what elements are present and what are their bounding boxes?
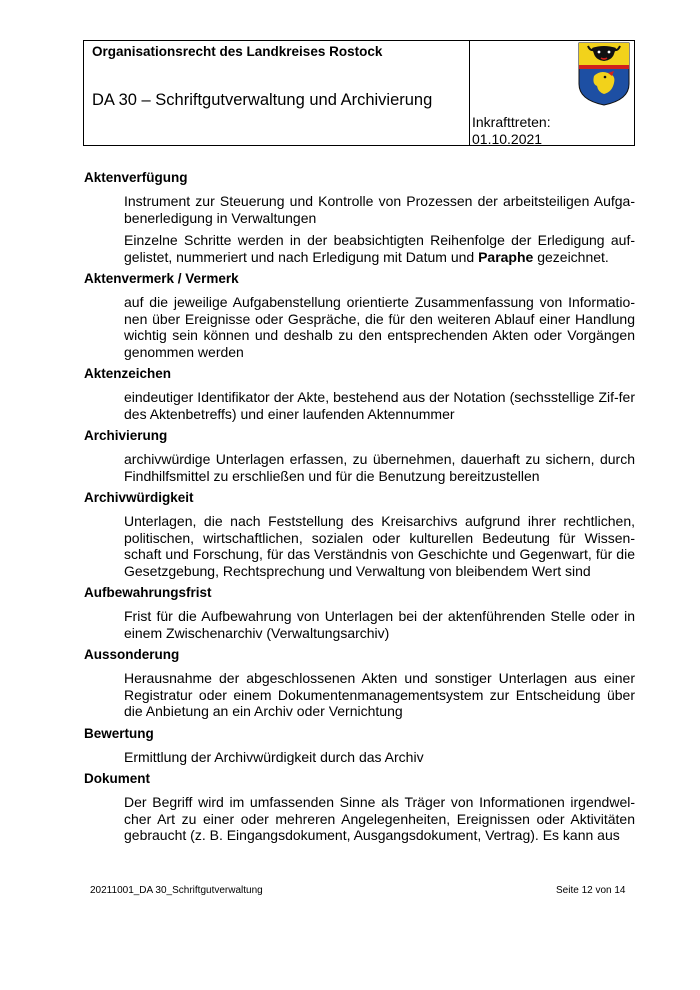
glossary-definition: Ermittlung der Archivwürdigkeit durch das Archiv bbox=[124, 748, 424, 765]
glossary-entry bbox=[84, 585, 635, 641]
glossary-entry bbox=[84, 428, 635, 484]
glossary-term: Aktenzeichen bbox=[84, 366, 172, 381]
glossary-term: Archivierung bbox=[84, 428, 168, 443]
glossary-entry bbox=[84, 771, 635, 844]
glossary-term: Archivwürdigkeit bbox=[84, 490, 194, 505]
glossary-definition: Herausnahme der abgeschlossenen Akten und sonstiger Unterlagen aus einer Registratur oder einem Dokumentenmanagementsystem zur Entscheidung über die Anbietung an ein Archiv oder Vernichtung bbox=[124, 670, 635, 719]
glossary-definition: Der Begriff wird im umfassenden Sinne als Träger von Informationen irgendwel-cher Art zu einer oder mehreren Angelegenheiten, Ereignissen oder Aktivitäten gebraucht (z. B. Eingangsdokument, Ausgangsdokument, Vertrag). Es kann aus bbox=[124, 794, 635, 843]
coat-of-arms-icon bbox=[578, 42, 630, 106]
glossary-entry bbox=[84, 366, 635, 422]
bold-term: Paraphe bbox=[478, 248, 534, 265]
glossary-definition: Frist für die Aufbewahrung von Unterlagen bei der aktenführenden Stelle oder in einem Zwischenarchiv (Verwaltungsarchiv) bbox=[124, 608, 635, 641]
glossary-definition: eindeutiger Identifikator der Akte, bestehend aus der Notation (sechsstellige Zif-fer des Aktenbetreffs) und einer laufenden Aktennummer bbox=[124, 389, 635, 422]
glossary-definition: auf die jeweilige Aufgabenstellung orientierte Zusammenfassung von Informatio-nen über Ereignisse oder Gespräche, die für den weiteren Ablauf einer Handlung wichtig sein können und deshalb zu den entsprechenden Akten oder Vorgängen genommen werden bbox=[124, 294, 635, 360]
glossary-term: Aktenvermerk / Vermerk bbox=[84, 271, 239, 286]
footer-page-number: Seite 12 von 14 bbox=[556, 885, 626, 896]
glossary-entry bbox=[84, 490, 635, 579]
header-title-cell bbox=[84, 41, 470, 145]
effective-date: 01.10.2021 bbox=[472, 131, 543, 147]
glossary-definition: Instrument zur Steuerung und Kontrolle von Prozessen der arbeitsteiligen Aufga-benerledigung in Verwaltungen bbox=[124, 193, 635, 226]
document-header bbox=[83, 40, 635, 146]
glossary-definition: Einzelne Schritte werden in der beabsichtigten Reihenfolge der Erledigung auf-gelistet, nummeriert und nach Erledigung mit Datum und Paraphe gezeichnet. bbox=[124, 232, 635, 265]
glossary bbox=[84, 170, 635, 850]
glossary-entry bbox=[84, 647, 635, 720]
glossary-term: Dokument bbox=[84, 771, 151, 786]
document-title: DA 30 – Schriftgutverwaltung und Archivierung bbox=[92, 91, 433, 109]
glossary-entry bbox=[84, 271, 635, 360]
glossary-term: Bewertung bbox=[84, 725, 154, 741]
effective-date-label: Inkrafttreten: bbox=[472, 114, 551, 130]
glossary-definition: archivwürdige Unterlagen erfassen, zu übernehmen, dauerhaft zu sichern, durch Findhilfsmittel zu erschließen und für die Benutzung bereitzustellen bbox=[124, 451, 635, 484]
glossary-term: Aufbewahrungsfrist bbox=[84, 585, 212, 600]
footer-file-name: 20211001_DA 30_Schriftgutverwaltung bbox=[90, 885, 263, 896]
glossary-term: Aussonderung bbox=[84, 647, 180, 662]
glossary-term: Aktenverfügung bbox=[84, 170, 188, 185]
glossary-entry bbox=[84, 726, 635, 766]
glossary-definition: Unterlagen, die nach Feststellung des Kreisarchivs aufgrund ihrer rechtlichen, politischen, wirtschaftlichen, sozialen oder kulturellen Bedeutung für Wissen-schaft und Forschung, für das Verständnis von Geschichte und Gegenwart, für die Gesetzgebung, Rechtsprechung und Verwaltung von bleibendem Wert sind bbox=[124, 513, 635, 579]
organization-title: Organisationsrecht des Landkreises Rostock bbox=[92, 44, 383, 59]
glossary-entry bbox=[84, 170, 635, 265]
